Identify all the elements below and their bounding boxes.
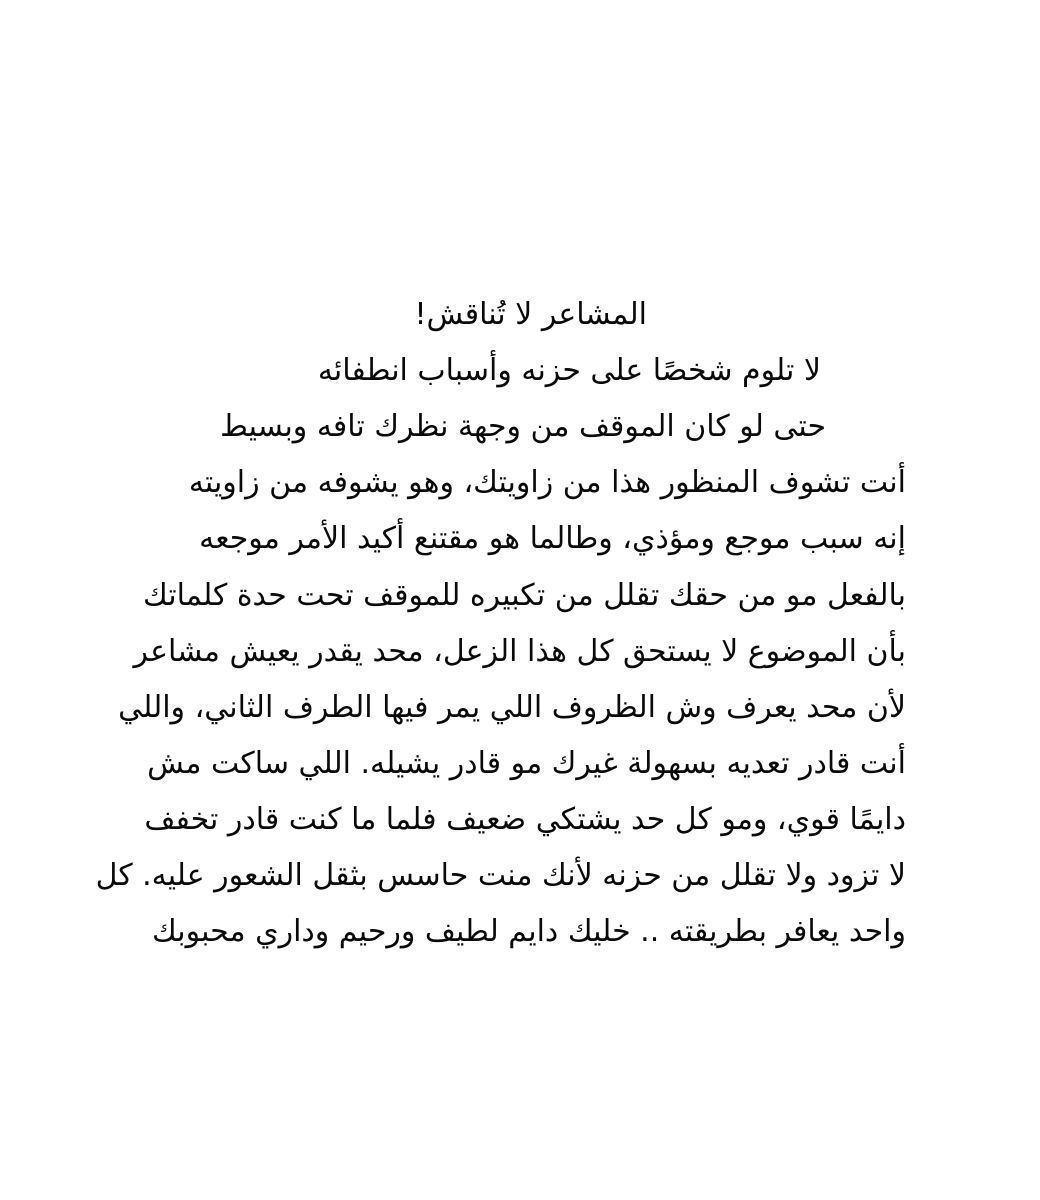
text-line: بأن الموضوع لا يستحق كل هذا الزعل، محد يقدر يعيش مشاعر bbox=[133, 634, 906, 669]
text-line: أنت قادر تعديه بسهولة غيرك مو قادر يشيله. اللي ساكت مش bbox=[147, 746, 906, 781]
document-title: المشاعر لا تُناقش! bbox=[414, 297, 647, 332]
text-line: بالفعل مو من حقك تقلل من تكبيره للموقف تحت حدة كلماتك bbox=[142, 578, 906, 613]
text-line: دايمًا قوي، ومو كل حد يشتكي ضعيف فلما ما كنت قادر تخفف bbox=[144, 802, 906, 837]
text-line: إنه سبب موجع ومؤذي، وطالما هو مقتنع أكيد الأمر موجعه bbox=[199, 521, 906, 556]
text-line: حتى لو كان الموقف من وجهة نظرك تافه وبسيط bbox=[220, 409, 826, 444]
text-line: لا تزود ولا تقلل من حزنه لأنك منت حاسس بثقل الشعور عليه. كل bbox=[95, 858, 906, 893]
text-line: لا تلوم شخصًا على حزنه وأسباب انطفائه bbox=[317, 353, 821, 388]
text-line: واحد يعافر بطريقته .. خليك دايم لطيف ورحيم وداري محبوبك bbox=[151, 914, 906, 949]
text-line: أنت تشوف المنظور هذا من زاويتك، وهو يشوفه من زاويته bbox=[188, 465, 906, 500]
text-line: لأن محد يعرف وش الظروف اللي يمر فيها الطرف الثاني، واللي bbox=[118, 690, 906, 725]
